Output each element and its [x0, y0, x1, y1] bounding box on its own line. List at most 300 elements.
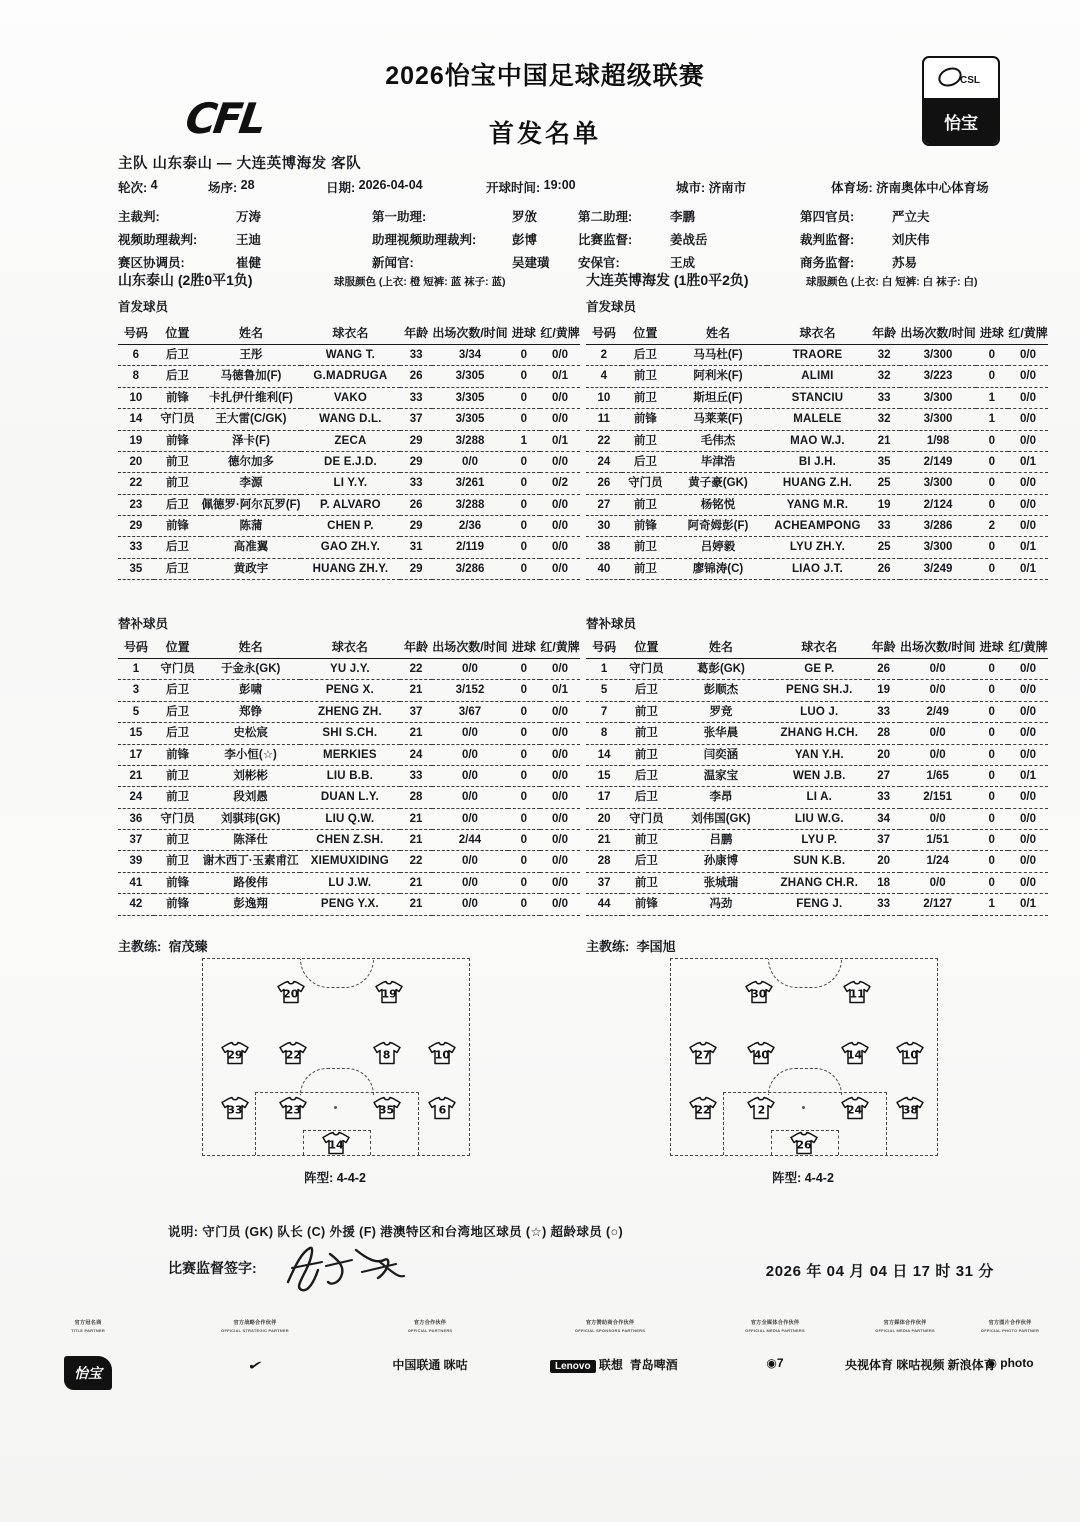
player-position: 前卫	[154, 830, 202, 851]
table-row	[118, 830, 580, 851]
player-cards: 0/0	[540, 787, 580, 808]
col-shirt-name: 球衣名	[300, 636, 400, 659]
official-label: 赛区协调员:	[118, 255, 185, 270]
official-label: 比赛监督:	[578, 232, 633, 247]
city-value: 济南市	[708, 181, 747, 195]
player-shirt-name: PENG Y.X.	[300, 894, 400, 915]
kickoff-label: 开球时间:	[486, 181, 541, 195]
col-cards: 红/黄牌	[540, 322, 580, 345]
player-position: 守门员	[154, 409, 201, 430]
player-goals: 0	[975, 787, 1008, 808]
player-age: 21	[400, 872, 432, 893]
table-row	[118, 894, 580, 915]
player-number: 21	[118, 765, 154, 786]
player-name: 马莱莱(F)	[669, 409, 767, 430]
away-team-name: 大连英博海发 (1胜0平2负)	[586, 272, 749, 288]
player-cards: 0/0	[1008, 680, 1048, 701]
player-cards: 0/0	[540, 659, 580, 680]
sponsor-logo: ◉ photo	[986, 1355, 1034, 1370]
player-age: 29	[400, 516, 432, 537]
signature-label: 比赛监督签字:	[168, 1260, 257, 1276]
player-shirt-name: TRAORE	[767, 345, 868, 366]
pitch-jersey	[321, 1132, 351, 1155]
player-position: 后卫	[154, 366, 201, 387]
table-row	[586, 516, 1048, 537]
pitch-jersey	[427, 1096, 457, 1119]
player-goals: 0	[508, 409, 540, 430]
player-goals: 0	[975, 851, 1008, 872]
table-row	[118, 851, 580, 872]
coach-name: 宿茂臻	[168, 939, 208, 954]
table-row	[586, 723, 1048, 744]
player-name: 杨铭悦	[669, 494, 767, 515]
player-goals: 0	[508, 872, 540, 893]
player-age: 34	[867, 808, 900, 829]
sponsor-logo: 怡宝	[28, 1356, 148, 1390]
player-apps: 2/151	[900, 787, 975, 808]
player-apps: 3/286	[432, 558, 507, 579]
player-apps: 0/0	[432, 872, 507, 893]
player-position: 前锋	[154, 744, 202, 765]
player-apps: 3/261	[432, 473, 507, 494]
home-kit-colors: 球服颜色 (上衣: 橙 短裤: 蓝 袜子: 蓝)	[334, 276, 506, 288]
table-row	[118, 659, 580, 680]
sponsor-caption-en: OFFICIAL PARTNERS	[407, 1327, 453, 1333]
player-position: 守门员	[154, 808, 202, 829]
table-row	[586, 808, 1048, 829]
pitch-jersey	[276, 981, 306, 1004]
player-name: 吕婷毅	[669, 537, 767, 558]
player-age: 21	[868, 430, 900, 451]
player-number: 22	[586, 430, 622, 451]
player-number: 35	[118, 558, 154, 579]
official-label: 安保官:	[578, 255, 620, 270]
player-cards: 0/1	[540, 430, 580, 451]
player-apps: 0/0	[432, 787, 507, 808]
player-goals: 0	[508, 494, 540, 515]
stadium-label: 体育场:	[831, 181, 873, 195]
cfl-logo: CFL	[182, 94, 267, 143]
player-goals: 0	[508, 680, 540, 701]
player-age: 33	[868, 387, 900, 408]
player-name: 陈泽仕	[201, 830, 299, 851]
player-apps: 3/152	[432, 680, 507, 701]
player-cards: 0/0	[1008, 366, 1048, 387]
table-row	[118, 558, 580, 579]
player-age: 32	[868, 409, 900, 430]
round-value: 4	[150, 178, 158, 192]
player-position: 前锋	[622, 409, 669, 430]
player-goals: 0	[976, 430, 1008, 451]
player-position: 前卫	[622, 366, 669, 387]
table-row	[586, 894, 1048, 915]
player-number: 17	[118, 744, 154, 765]
player-position: 前卫	[622, 537, 669, 558]
player-position: 后卫	[154, 680, 202, 701]
player-goals: 0	[508, 537, 540, 558]
order-value: 28	[240, 178, 255, 192]
pitch-jersey	[842, 981, 872, 1004]
player-shirt-name: HUANG Z.H.	[767, 473, 868, 494]
player-cards: 0/0	[540, 851, 580, 872]
official-label: 第四官员:	[800, 209, 855, 224]
player-cards: 0/0	[1008, 701, 1048, 722]
player-number: 39	[118, 851, 154, 872]
player-shirt-name: G.MADRUGA	[301, 366, 400, 387]
player-number: 37	[586, 872, 622, 893]
player-age: 33	[400, 387, 432, 408]
official-value: 严立夫	[892, 209, 930, 224]
official-value: 罗攽	[512, 209, 538, 224]
player-name: 廖锦涛(C)	[669, 558, 767, 579]
player-apps: 3/305	[432, 387, 507, 408]
page-subtitle: 首发名单	[488, 120, 601, 148]
pitch-jersey	[220, 1096, 250, 1119]
player-cards: 0/0	[1008, 872, 1048, 893]
col-age: 年龄	[400, 636, 432, 659]
official-label: 主裁判:	[118, 209, 160, 224]
player-name: 于金永(GK)	[201, 659, 299, 680]
player-cards: 0/0	[540, 516, 580, 537]
jersey-number: 33	[227, 1103, 243, 1117]
sponsor-item	[195, 1320, 315, 1376]
player-apps: 2/119	[432, 537, 507, 558]
player-name: 彭顺杰	[671, 680, 772, 701]
player-cards: 0/0	[1008, 659, 1048, 680]
player-goals: 0	[975, 830, 1008, 851]
player-cards: 0/0	[540, 537, 580, 558]
player-apps: 3/67	[432, 701, 507, 722]
player-name: 葛彭(GK)	[671, 659, 772, 680]
player-name: 李源	[201, 473, 301, 494]
player-cards: 0/2	[540, 473, 580, 494]
player-age: 31	[400, 537, 432, 558]
player-goals: 0	[976, 494, 1008, 515]
official-value: 王成	[670, 255, 696, 270]
player-name: 路俊伟	[201, 872, 299, 893]
player-position: 前卫	[622, 744, 670, 765]
player-name: 斯坦丘(F)	[669, 387, 767, 408]
col-position: 位置	[154, 322, 201, 345]
player-position: 后卫	[154, 723, 202, 744]
home-substitutes-table	[118, 636, 580, 916]
player-name: 李昂	[671, 787, 772, 808]
away-substitutes-label: 替补球员	[586, 617, 637, 631]
player-shirt-name: LU J.W.	[300, 872, 400, 893]
page-title: 2026怡宝中国足球超级联赛	[385, 62, 705, 90]
kickoff-value: 19:00	[543, 178, 576, 192]
legend-text: 说明: 守门员 (GK) 队长 (C) 外援 (F) 港澳特区和台湾地区球员 (☆) 超龄球员 (○)	[168, 1225, 624, 1239]
player-age: 32	[868, 366, 900, 387]
jersey-number: 26	[796, 1138, 812, 1152]
player-age: 22	[400, 851, 432, 872]
player-cards: 0/0	[540, 701, 580, 722]
player-number: 44	[586, 894, 622, 915]
player-goals: 0	[508, 451, 540, 472]
city-label: 城市:	[676, 181, 706, 195]
col-position: 位置	[154, 636, 202, 659]
table-row	[586, 659, 1048, 680]
col-shirt-name: 球衣名	[771, 636, 867, 659]
jersey-number: 27	[695, 1048, 711, 1062]
pitch-jersey	[372, 1042, 402, 1065]
sponsor-item	[28, 1320, 148, 1390]
player-cards: 0/0	[1008, 409, 1048, 430]
player-age: 21	[400, 680, 432, 701]
table-row	[118, 430, 580, 451]
player-name: 刘骐玮(GK)	[201, 808, 299, 829]
table-row	[586, 872, 1048, 893]
table-row	[118, 787, 580, 808]
jersey-number: 30	[751, 987, 767, 1001]
player-name: 陈蒲	[201, 516, 301, 537]
official-label: 视频助理裁判:	[118, 232, 198, 247]
player-number: 22	[118, 473, 154, 494]
player-apps: 0/0	[432, 765, 507, 786]
player-age: 21	[400, 894, 432, 915]
col-goals: 进球	[976, 322, 1008, 345]
player-age: 19	[868, 494, 900, 515]
table-row	[118, 387, 580, 408]
sponsor-logo: ✔	[246, 1358, 264, 1373]
player-apps: 3/288	[432, 494, 507, 515]
table-header-row	[586, 636, 1048, 659]
official-value: 吴建璜	[512, 255, 550, 270]
player-name: 孙康博	[671, 851, 772, 872]
player-age: 21	[400, 723, 432, 744]
player-goals: 1	[976, 409, 1008, 430]
jersey-number: 22	[285, 1048, 302, 1062]
player-cards: 0/0	[540, 808, 580, 829]
player-age: 26	[400, 366, 432, 387]
sponsor-item	[950, 1320, 1070, 1370]
col-name: 姓名	[669, 322, 767, 345]
player-goals: 0	[508, 808, 540, 829]
col-cards: 红/黄牌	[540, 636, 580, 659]
player-apps: 3/305	[432, 366, 507, 387]
table-row	[586, 537, 1048, 558]
away-coach	[586, 936, 676, 955]
jersey-number: 20	[283, 987, 299, 1001]
player-number: 29	[118, 516, 154, 537]
player-cards: 0/0	[540, 872, 580, 893]
player-shirt-name: ZECA	[301, 430, 400, 451]
jersey-number: 10	[902, 1048, 919, 1062]
player-position: 后卫	[154, 537, 201, 558]
center-arc	[300, 959, 374, 988]
player-goals: 0	[508, 558, 540, 579]
pitch-jersey	[688, 1042, 718, 1065]
player-position: 前卫	[154, 451, 201, 472]
player-age: 27	[867, 765, 900, 786]
table-row	[586, 366, 1048, 387]
player-number: 10	[586, 387, 622, 408]
player-goals: 0	[508, 830, 540, 851]
col-apps: 出场次数/时间	[432, 636, 507, 659]
player-age: 35	[868, 451, 900, 472]
player-cards: 0/0	[540, 558, 580, 579]
jersey-number: 38	[902, 1103, 919, 1117]
col-age: 年龄	[867, 636, 900, 659]
match-meta-row	[118, 176, 1008, 198]
player-apps: 0/0	[432, 894, 507, 915]
col-number: 号码	[586, 322, 622, 345]
player-shirt-name: LIU Q.W.	[300, 808, 400, 829]
player-number: 42	[118, 894, 154, 915]
home-team-name: 山东泰山 (2胜0平1负)	[118, 272, 253, 288]
player-age: 26	[868, 558, 900, 579]
player-shirt-name: WEN J.B.	[771, 765, 867, 786]
player-apps: 2/36	[432, 516, 507, 537]
player-goals: 0	[508, 851, 540, 872]
player-age: 22	[400, 659, 432, 680]
penalty-arc	[300, 1068, 374, 1095]
jersey-number: 19	[381, 987, 397, 1001]
supervisor-signature	[280, 1238, 430, 1298]
player-apps: 3/223	[900, 366, 975, 387]
player-name: 彭啸	[201, 680, 299, 701]
table-header-row	[586, 322, 1048, 345]
sponsor-caption: 官方冠名商 TITLE PARTNER	[28, 1320, 148, 1334]
player-name: 刘伟国(GK)	[671, 808, 772, 829]
player-apps: 3/288	[432, 430, 507, 451]
jersey-number: 11	[849, 987, 865, 1001]
player-number: 10	[118, 387, 154, 408]
date-value: 2026-04-04	[358, 178, 423, 192]
player-name: 高准翼	[201, 537, 301, 558]
player-number: 14	[118, 409, 154, 430]
player-goals: 0	[508, 787, 540, 808]
coach-label: 主教练:	[118, 939, 162, 954]
sponsor-logo: ◉7	[766, 1355, 784, 1370]
player-apps: 1/24	[900, 851, 975, 872]
player-cards: 0/0	[540, 723, 580, 744]
table-row	[118, 516, 580, 537]
away-substitutes-table	[586, 636, 1048, 916]
player-shirt-name: P. ALVARO	[301, 494, 400, 515]
player-apps: 3/300	[900, 409, 975, 430]
player-cards: 0/0	[540, 765, 580, 786]
player-shirt-name: ALIMI	[767, 366, 868, 387]
player-name: 德尔加多	[201, 451, 301, 472]
player-shirt-name: GE P.	[771, 659, 867, 680]
player-name: 李小恒(☆)	[201, 744, 299, 765]
player-number: 6	[118, 345, 154, 366]
player-apps: 1/65	[900, 765, 975, 786]
player-position: 前卫	[154, 787, 202, 808]
table-row	[118, 366, 580, 387]
player-shirt-name: YAN Y.H.	[771, 744, 867, 765]
sponsor-caption-en: OFFICIAL PHOTO PARTNER	[980, 1327, 1040, 1333]
home-coach	[118, 936, 208, 955]
jersey-number: 10	[434, 1048, 451, 1062]
table-row	[586, 680, 1048, 701]
player-age: 33	[400, 473, 432, 494]
player-shirt-name: MAO W.J.	[767, 430, 868, 451]
away-kit-colors: 球服颜色 (上衣: 白 短裤: 白 袜子: 白)	[806, 276, 978, 288]
match-teams-line: 主队 山东泰山 — 大连英博海发 客队	[118, 156, 362, 172]
player-apps: 2/149	[900, 451, 975, 472]
sponsor-caption-en: OFFICIAL STRATEGIC PARTNER	[221, 1327, 289, 1333]
player-apps: 0/0	[432, 744, 507, 765]
player-position: 后卫	[622, 680, 670, 701]
player-position: 前卫	[622, 723, 670, 744]
title-block	[330, 56, 760, 150]
player-cards: 0/0	[540, 494, 580, 515]
player-shirt-name: WANG T.	[301, 345, 400, 366]
player-age: 25	[868, 473, 900, 494]
player-age: 19	[867, 680, 900, 701]
player-number: 30	[586, 516, 622, 537]
player-age: 29	[400, 558, 432, 579]
player-age: 28	[867, 723, 900, 744]
col-position: 位置	[622, 322, 669, 345]
table-row	[118, 345, 580, 366]
player-name: 闫奕涵	[671, 744, 772, 765]
player-number: 20	[586, 808, 622, 829]
sponsor-item	[550, 1320, 678, 1373]
official-value: 王迪	[236, 232, 262, 247]
player-position: 后卫	[154, 558, 201, 579]
player-age: 26	[400, 494, 432, 515]
player-goals: 1	[508, 430, 540, 451]
away-formation-pitch	[670, 958, 938, 1156]
sponsor-logo: 央视体育 咪咕视频 新浪体育	[845, 1357, 996, 1372]
col-cards: 红/黄牌	[1008, 636, 1048, 659]
order-label: 场序:	[208, 181, 238, 195]
player-goals: 0	[508, 894, 540, 915]
player-name: 黄政宇	[201, 558, 301, 579]
signature-timestamp: 2026 年 04 月 04 日 17 时 31 分	[765, 1263, 994, 1280]
player-number: 15	[586, 765, 622, 786]
player-cards: 0/0	[540, 894, 580, 915]
away-starters-table	[586, 322, 1048, 580]
player-position: 前卫	[622, 701, 670, 722]
player-name: 段刘愚	[201, 787, 299, 808]
pitch-jersey	[744, 981, 774, 1004]
player-name: 马马杜(F)	[669, 345, 767, 366]
player-number: 21	[586, 830, 622, 851]
player-cards: 0/1	[1008, 451, 1048, 472]
player-age: 18	[867, 872, 900, 893]
player-position: 前卫	[622, 430, 669, 451]
player-shirt-name: CHEN Z.SH.	[300, 830, 400, 851]
pitch-jersey	[895, 1096, 925, 1119]
player-apps: 0/0	[432, 723, 507, 744]
player-age: 20	[867, 851, 900, 872]
table-row	[586, 409, 1048, 430]
player-number: 8	[586, 723, 622, 744]
official-label: 裁判监督:	[800, 232, 855, 247]
player-number: 20	[118, 451, 154, 472]
home-starters-label: 首发球员	[118, 300, 169, 314]
home-starters-table	[118, 322, 580, 580]
table-row	[118, 808, 580, 829]
player-number: 17	[586, 787, 622, 808]
stadium-value: 济南奥体中心体育场	[876, 181, 989, 195]
player-goals: 0	[508, 765, 540, 786]
sponsor-logo: 中国联通 咪咕	[392, 1357, 468, 1372]
player-name: 吕鹏	[671, 830, 772, 851]
sponsor-caption-en: OFFICIAL SPONSORS PARTNERS	[574, 1327, 646, 1333]
player-goals: 0	[975, 872, 1008, 893]
player-shirt-name: WANG D.L.	[301, 409, 400, 430]
player-goals: 0	[508, 723, 540, 744]
player-shirt-name: LIU W.G.	[771, 808, 867, 829]
player-goals: 0	[975, 659, 1008, 680]
table-row	[118, 872, 580, 893]
formation-value: 4-4-2	[336, 1171, 366, 1185]
